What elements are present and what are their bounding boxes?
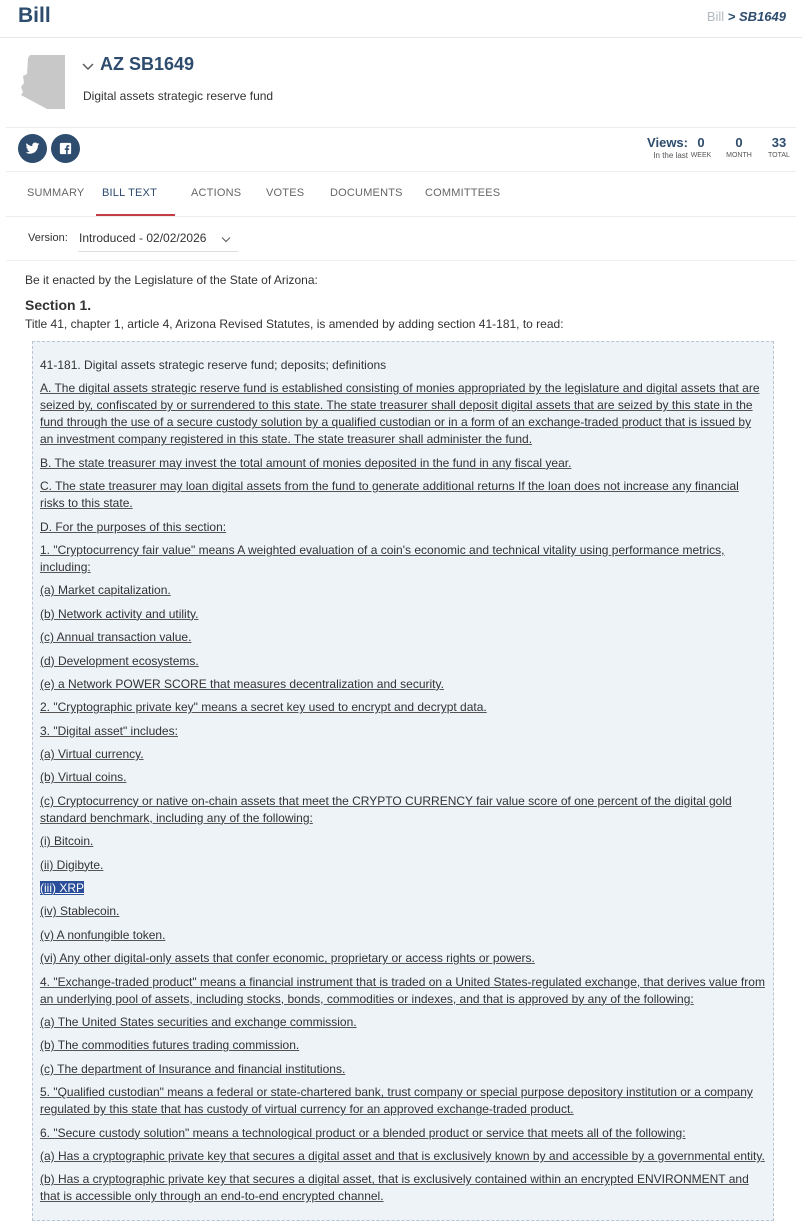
views-month [722,135,756,159]
twitter-icon [25,141,40,156]
version-selected-value: Introduced - 02/02/2026 [79,231,207,245]
views-label: Views: [647,135,688,150]
active-tab-indicator [96,214,175,216]
views-month-label: MONTH [726,152,752,159]
views-total-label: TOTAL [768,152,790,159]
breadcrumb-separator: > [727,9,736,24]
twitter-share-button[interactable] [18,134,47,163]
bill-paragraph: (v) A nonfungible token. [40,927,166,942]
section-intro: Title 41, chapter 1, article 4, Arizona Revised Statutes, is amended by adding section 41-181, to read: [25,317,564,331]
bill-paragraph: 2. "Cryptographic private key" means a secret key used to encrypt and decrypt data. [40,700,487,715]
bill-paragraph: (c) The department of Insurance and financial institutions. [40,1061,346,1076]
version-row [6,217,796,261]
tab-documents[interactable]: DOCUMENTS [330,187,403,199]
bill-paragraph: 5. "Qualified custodian" means a federal or state-chartered bank, trust company or special purpose depository institution or a company regulated by this state that has custody of virtual currency for an approved exchange-traded product. [40,1085,753,1117]
version-select[interactable] [78,230,238,252]
views-month-value: 0 [735,135,743,150]
bill-paragraph: (a) The United States securities and exchange commission. [40,1014,357,1029]
bill-paragraph-selected [40,880,766,897]
views-week [689,135,713,159]
bill-header [6,38,796,128]
bill-tabs [6,172,796,217]
bill-paragraph: 4. "Exchange-traded product" means a financial instrument that is traded on a United States-regulated exchange, that derives value from an underlying pool of assets, including stocks, bonds, commodities or indexes, and that is approved by any of the following: [40,974,765,1006]
bill-paragraph: (c) Annual transaction value. [40,630,192,645]
arizona-state-icon [20,54,66,110]
bill-paragraph: (b) Network activity and utility. [40,606,199,621]
breadcrumb-current: SB1649 [739,9,786,24]
bill-paragraph: (a) Virtual currency. [40,747,144,762]
facebook-icon [58,141,73,156]
bill-paragraph: (b) Virtual coins. [40,770,127,785]
bill-paragraph: (b) The commodities futures trading commission. [40,1038,300,1053]
bill-paragraph: (ii) Digibyte. [40,857,104,872]
views-counter [636,135,796,165]
bill-paragraph: 6. "Secure custody solution" means a technological product or a blended product or service that meets all of the following: [40,1125,686,1140]
views-sub-label: In the last [653,151,688,160]
views-week-label: WEEK [690,152,712,159]
facebook-share-button[interactable] [51,134,80,163]
enacting-clause: Be it enacted by the Legislature of the State of Arizona: [25,273,318,287]
bill-paragraph: (vi) Any other digital-only assets that confer economic, proprietary or access rights or powers. [40,951,535,966]
bill-paragraph: 3. "Digital asset" includes: [40,723,178,738]
bill-paragraph: (b) Has a cryptographic private key that secures a digital asset, that is exclusively contained within an encrypted ENVIRONMENT and that is accessible only through an end-to-end encrypted channel. [40,1172,749,1204]
statute-heading: 41-181. Digital assets strategic reserve fund; deposits; definitions [40,358,387,372]
views-week-value: 0 [697,135,705,150]
bill-paragraph: D. For the purposes of this section: [40,519,227,534]
tab-actions[interactable]: ACTIONS [191,187,242,199]
section-heading: Section 1. [25,297,92,313]
bill-paragraph: (e) a Network POWER SCORE that measures decentralization and security. [40,676,444,691]
page-title: Bill [18,4,51,27]
views-total-value: 33 [771,135,787,150]
bill-paragraph: (d) Development ecosystems. [40,653,199,668]
bill-paragraph: (a) Market capitalization. [40,583,171,598]
bill-paragraph: B. The state treasurer may invest the total amount of monies deposited in the fund in any fiscal year. [40,455,572,470]
bill-paragraph: (i) Bitcoin. [40,834,94,849]
amended-text-box [32,341,774,1221]
tab-summary[interactable]: SUMMARY [27,187,85,199]
breadcrumb-link-bill[interactable]: Bill [706,9,725,24]
bill-paragraph: (a) Has a cryptographic private key that secures a digital asset and that is exclusively known by and accessible by a governmental entity. [40,1148,765,1163]
bill-paragraph: 1. "Cryptocurrency fair value" means A weighted evaluation of a coin's economic and technical vitality using performance metrics, including: [40,542,725,574]
tab-votes[interactable]: VOTES [266,187,305,199]
breadcrumb [707,9,786,24]
bill-title: Digital assets strategic reserve fund [83,89,274,103]
views-total [764,135,794,159]
tab-bill-text[interactable]: BILL TEXT [102,187,157,199]
chevron-down-icon [221,236,231,243]
bill-paragraph: A. The digital assets strategic reserve fund is established consisting of monies appropriated by the legislature and digital assets that are seized by, confiscated by or surrendered to this state. The state treasurer shall deposit digital assets that are seized by this state in the fund through the use of a secure custody solution by a qualified custodian or in a form of an exchange-traded product that is issued by an investment company registered in this state. The state treasurer shall administer the fund. [40,381,760,447]
chevron-down-icon[interactable] [81,61,95,71]
bill-paragraph: (iv) Stablecoin. [40,904,120,919]
bill-number: AZ SB1649 [100,54,195,74]
social-views-row [6,128,796,172]
bill-paragraph: C. The state treasurer may loan digital assets from the fund to generate additional returns If the loan does not increase any financial risks to this state. [40,479,739,511]
top-bar [0,0,802,38]
version-label: Version: [28,232,68,244]
tab-committees[interactable]: COMMITTEES [425,187,501,199]
bill-paragraph: (c) Cryptocurrency or native on-chain assets that meet the CRYPTO CURRENCY fair value score of one percent of the digital gold standard benchmark, including any of the following: [40,793,732,825]
selected-text-highlight: (iii) XRP [40,881,84,896]
